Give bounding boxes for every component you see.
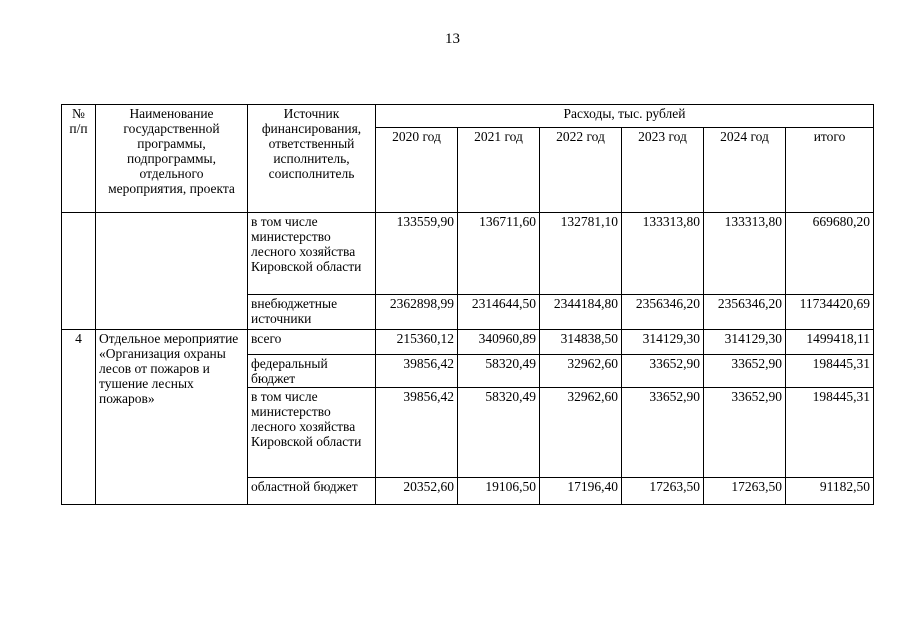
header-year-2020: 2020 год xyxy=(376,128,458,213)
value-cell: 132781,10 xyxy=(540,213,622,295)
value-cell: 33652,90 xyxy=(622,388,704,478)
row-name-cell xyxy=(96,213,248,330)
row-source-cell: областной бюджет xyxy=(248,478,376,505)
header-expenses: Расходы, тыс. рублей xyxy=(376,105,874,128)
row-source-cell: федеральный бюджет xyxy=(248,355,376,388)
table-row xyxy=(62,330,874,355)
value-cell: 11734420,69 xyxy=(786,295,874,330)
row-source-cell: внебюджетные источники xyxy=(248,295,376,330)
row-source-cell: в том числе министерство лесного хозяйства Кировской области xyxy=(248,388,376,478)
header-year-2022: 2022 год xyxy=(540,128,622,213)
value-cell: 669680,20 xyxy=(786,213,874,295)
value-cell: 39856,42 xyxy=(376,388,458,478)
header-total: итого xyxy=(786,128,874,213)
value-cell: 215360,12 xyxy=(376,330,458,355)
header-num: № п/п xyxy=(62,105,96,213)
budget-table xyxy=(61,104,874,505)
value-cell: 133313,80 xyxy=(704,213,786,295)
value-cell: 133313,80 xyxy=(622,213,704,295)
page-number: 13 xyxy=(445,31,460,47)
value-cell: 33652,90 xyxy=(622,355,704,388)
value-cell: 39856,42 xyxy=(376,355,458,388)
header-year-2021: 2021 год xyxy=(458,128,540,213)
value-cell: 17263,50 xyxy=(622,478,704,505)
value-cell: 198445,31 xyxy=(786,388,874,478)
header-name: Наименование государственной программы, подпрограммы, отдельного мероприятия, проекта xyxy=(96,105,248,213)
row-source-cell: всего xyxy=(248,330,376,355)
value-cell: 58320,49 xyxy=(458,355,540,388)
value-cell: 32962,60 xyxy=(540,388,622,478)
value-cell: 2314644,50 xyxy=(458,295,540,330)
value-cell: 17263,50 xyxy=(704,478,786,505)
value-cell: 340960,89 xyxy=(458,330,540,355)
value-cell: 136711,60 xyxy=(458,213,540,295)
value-cell: 17196,40 xyxy=(540,478,622,505)
value-cell: 314129,30 xyxy=(704,330,786,355)
value-cell: 2356346,20 xyxy=(622,295,704,330)
table-row xyxy=(62,213,874,295)
value-cell: 133559,90 xyxy=(376,213,458,295)
value-cell: 91182,50 xyxy=(786,478,874,505)
value-cell: 33652,90 xyxy=(704,388,786,478)
header-year-2024: 2024 год xyxy=(704,128,786,213)
value-cell: 58320,49 xyxy=(458,388,540,478)
row-num-cell xyxy=(62,213,96,330)
header-year-2023: 2023 год xyxy=(622,128,704,213)
value-cell: 19106,50 xyxy=(458,478,540,505)
value-cell: 314838,50 xyxy=(540,330,622,355)
value-cell: 1499418,11 xyxy=(786,330,874,355)
row-name-cell: Отдельное мероприятие «Организация охраны лесов от пожаров и тушение лесных пожаров» xyxy=(96,330,248,505)
value-cell: 2356346,20 xyxy=(704,295,786,330)
value-cell: 20352,60 xyxy=(376,478,458,505)
value-cell: 33652,90 xyxy=(704,355,786,388)
value-cell: 32962,60 xyxy=(540,355,622,388)
header-source: Источник финансирования, ответственный исполнитель, соисполнитель xyxy=(248,105,376,213)
value-cell: 2344184,80 xyxy=(540,295,622,330)
value-cell: 314129,30 xyxy=(622,330,704,355)
value-cell: 2362898,99 xyxy=(376,295,458,330)
row-num-cell: 4 xyxy=(62,330,96,505)
value-cell: 198445,31 xyxy=(786,355,874,388)
row-source-cell: в том числе министерство лесного хозяйства Кировской области xyxy=(248,213,376,295)
